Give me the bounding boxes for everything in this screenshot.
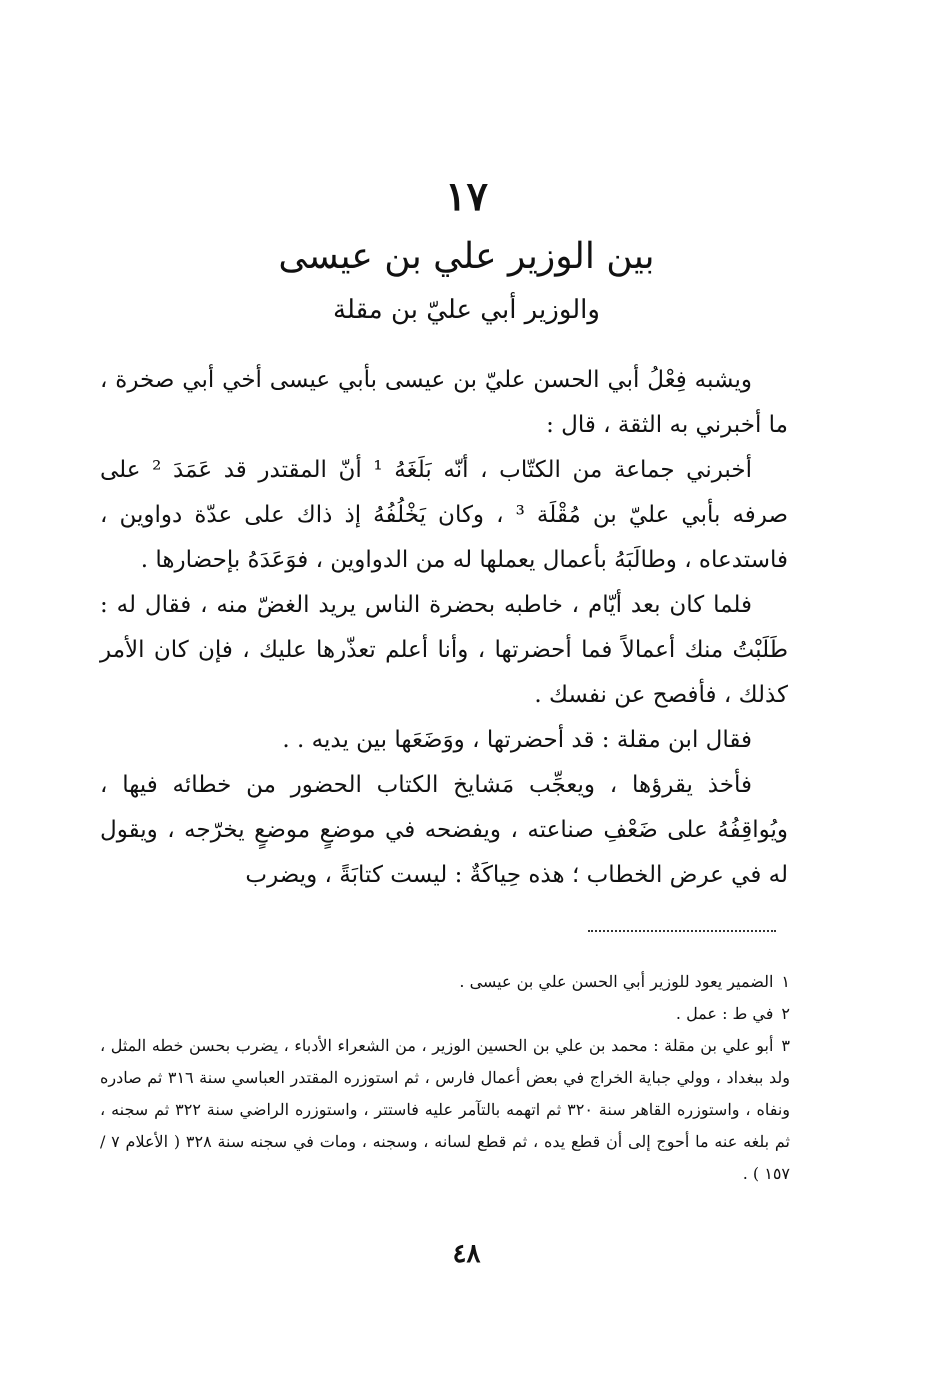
paragraph: أخبرني جماعة من الكتّاب ، أنّه بَلَغَهُ ¹ أنّ المقتدر قد عَمَدَ ² على صرفه بأبي عليّ بن مُقْلَة ³ ، وكان يَخْلُفُهُ إذ ذاك على عدّة دواوين ، فاستدعاه ، وطالَبَهُ بأعمال يعملها له من الدواوين ، فوَعَدَهُ بإحضارها . [100, 457, 788, 573]
footnote-text: الضمير يعود للوزير أبي الحسن علي بن عيسى . [459, 972, 774, 991]
footnotes [100, 966, 790, 1190]
chapter-title: بين الوزير علي بن عيسى [278, 236, 655, 277]
footnote-item [100, 998, 790, 1030]
footnote-divider [588, 930, 776, 932]
main-text [100, 358, 788, 898]
footnote-number: ٣ [781, 1036, 790, 1055]
footnote-text: في ط : عمل . [675, 1004, 774, 1023]
footnote-number: ١ [781, 972, 790, 991]
paragraph: فأخذ يقرؤها ، ويعجِّب مَشايخ الكتاب الحضور من خطائه فيها ، ويُواقِفُهُ على ضَعْفِ صناعته ، ويفضحه في موضعٍ موضعٍ يخرّجه ، ويقول له في عرض الخطاب ؛ هذه حِياكَةٌ : ليست كتابَةً ، ويضرب [100, 772, 788, 888]
chapter-subtitle: والوزير أبي عليّ بن مقلة [333, 295, 600, 325]
page-number: ٤٨ [452, 1239, 481, 1269]
footnote-item [100, 1030, 790, 1190]
footnote-item [100, 966, 790, 998]
paragraph: فقال ابن مقلة : قد أحضرتها ، ووَضَعَها بين يديه . . [282, 727, 752, 753]
footnote-text: أبو علي بن مقلة : محمد بن علي بن الحسين الوزير ، من الشعراء الأدباء ، يضرب بحسن خطه المثل ، ولد ببغداد ، وولي جباية الخراج في بعض أعمال فارس ، ثم استوزره المقتدر العباسي سنة ٣١٦ ثم صادره ونفاه ، واستوزره القاهر سنة ٣٢٠ ثم اتهمه بالتآمر عليه فاستتر ، واستوزره الراضي سنة ٣٢٢ ثم سجنه ، ثم بلغه عنه ما أحوج إلى أن قطع يده ، ثم قطع لسانه ، وسجنه ، ومات في سجنه سنة ٣٢٨ ( الأعلام ٧ / ١٥٧ ) . [100, 1036, 790, 1183]
footnote-number: ٢ [781, 1004, 790, 1023]
paragraph: ويشبه فِعْلُ أبي الحسن عليّ بن عيسى بأبي عيسى أخي أبي صخرة ، ما أخبرني به الثقة ، قال : [100, 367, 788, 438]
paragraph: فلما كان بعد أيّام ، خاطبه بحضرة الناس يريد الغضّ منه ، فقال له : طَلَبْتُ منك أعمالاً فما أحضرتها ، وأنا أعلم تعذّرها عليك ، فإن كان الأمر كذلك ، فأفصح عن نفسك . [100, 592, 788, 708]
chapter-number: ١٧ [445, 173, 488, 220]
